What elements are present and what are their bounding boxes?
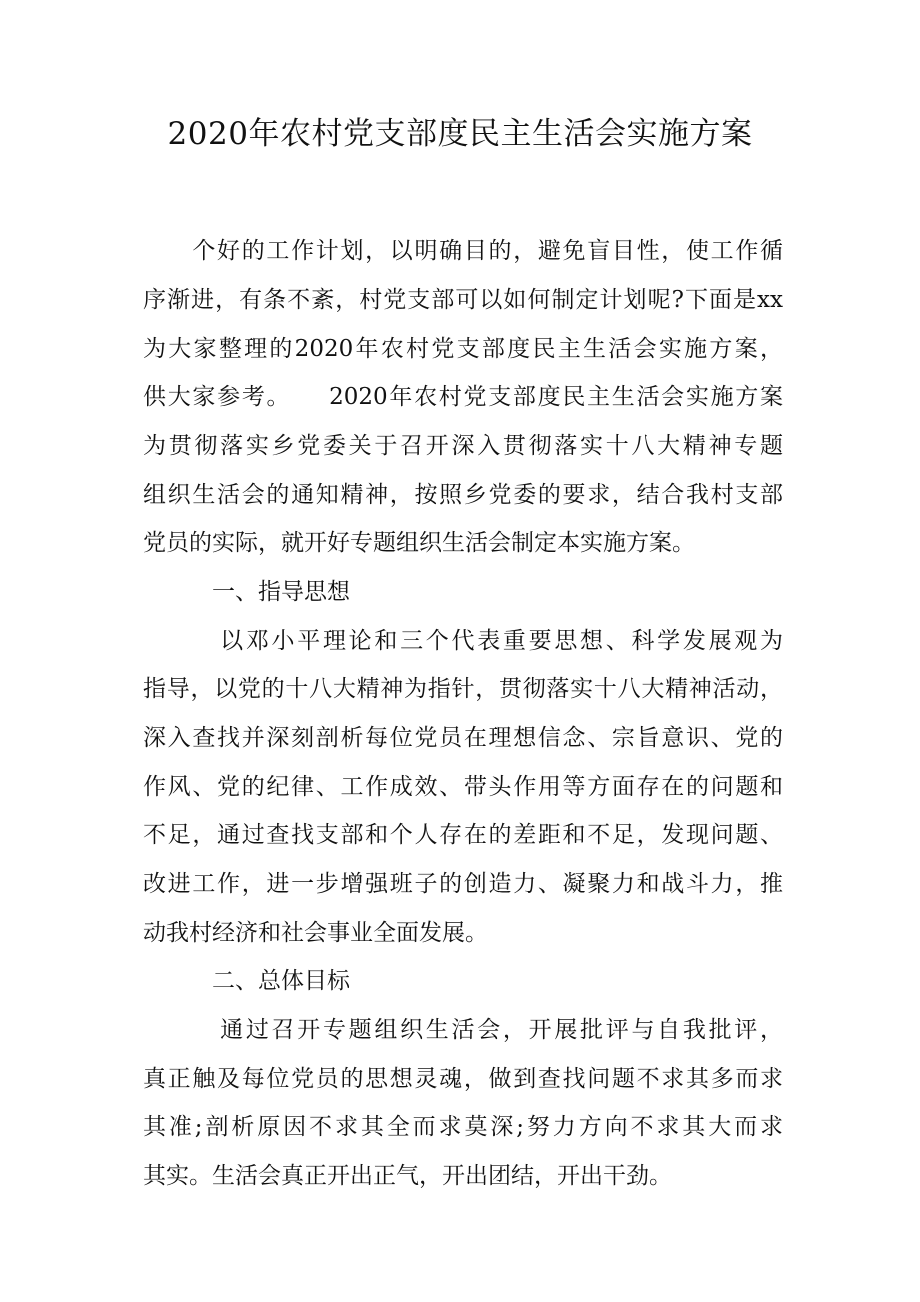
section1-line-7: 动我村经济和社会事业全面发展。 bbox=[143, 920, 488, 946]
section1-line-6: 改进工作，进一步增强班子的创造力、凝聚力和战斗力，推 bbox=[143, 871, 783, 897]
intro-line-2: 序渐进，有条不紊，村党支部可以如何制定计划呢?下面是xx bbox=[143, 287, 783, 313]
section1-line-4: 作风、党的纪律、工作成效、带头作用等方面存在的问题和 bbox=[143, 774, 783, 800]
intro-line-7: 党员的实际，就开好专题组织生活会制定本实施方案。 bbox=[143, 530, 695, 556]
section-heading-guiding-ideology: 一、指导思想 bbox=[143, 579, 350, 605]
section1-line-1: 以邓小平理论和三个代表重要思想、科学发展观为 bbox=[143, 628, 783, 654]
intro-line-5: 为贯彻落实乡党委关于召开深入贯彻落实十八大精神专题 bbox=[143, 433, 783, 459]
section1-line-2: 指导，以党的十八大精神为指针，贯彻落实十八大精神活动， bbox=[143, 676, 783, 702]
section1-line-3: 深入查找并深刻剖析每位党员在理想信念、宗旨意识、党的 bbox=[143, 725, 783, 751]
document-title: 2020年农村党支部度民主生活会实施方案 bbox=[167, 116, 753, 152]
intro-line-1: 个好的工作计划，以明确目的，避免盲目性，使工作循 bbox=[143, 238, 783, 264]
section2-line-4: 其实。生活会真正开出正气，开出团结，开出干劲。 bbox=[143, 1163, 672, 1189]
intro-line-3: 为大家整理的2020年农村党支部度民主生活会实施方案， bbox=[143, 336, 783, 362]
section-heading-overall-goal: 二、总体目标 bbox=[143, 968, 350, 994]
section2-line-2: 真正触及每位党员的思想灵魂，做到查找问题不求其多而求 bbox=[143, 1066, 783, 1092]
section2-line-3: 其准;剖析原因不求其全而求莫深;努力方向不求其大而求 bbox=[143, 1114, 783, 1140]
intro-line-4: 供大家参考。 2020年农村党支部度民主生活会实施方案 bbox=[143, 384, 783, 410]
section2-line-1: 通过召开专题组织生活会，开展批评与自我批评， bbox=[143, 1017, 783, 1043]
section1-line-5: 不足，通过查找支部和个人存在的差距和不足，发现问题、 bbox=[143, 822, 783, 848]
intro-line-6: 组织生活会的通知精神，按照乡党委的要求，结合我村支部 bbox=[143, 482, 783, 508]
